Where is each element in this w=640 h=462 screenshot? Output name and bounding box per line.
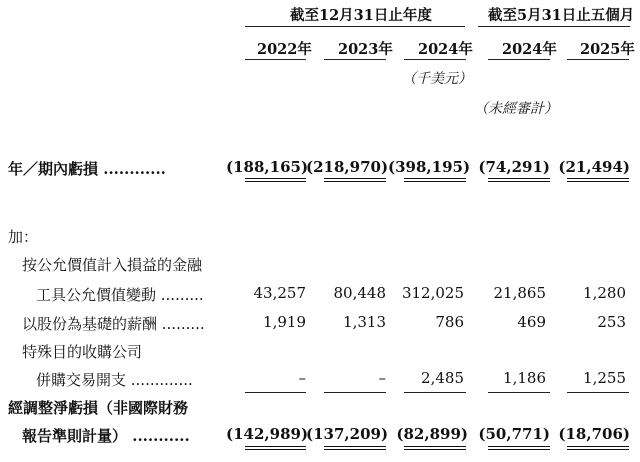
- net-loss-double-rule-2023: [324, 178, 386, 182]
- sbc-2024: 786: [435, 313, 464, 331]
- unit-label: （千美元）: [402, 71, 472, 87]
- row-label-sbc: 以股份為基礎的薪酬 .........: [22, 315, 205, 333]
- row-label-fv-line1: 按公允價值計入損益的金融: [22, 256, 203, 274]
- fv-2024-5m: 21,865: [493, 284, 546, 302]
- net-loss-double-rule-2024: [404, 178, 466, 182]
- fv-2024: 312,025: [401, 284, 464, 302]
- sbc-2025-5m: 253: [597, 313, 626, 331]
- net-loss-double-rule-2025-5m: [567, 178, 629, 182]
- adj-double-rule-2025-5m: [567, 446, 629, 450]
- year-header-2022: 2022年: [257, 41, 312, 58]
- adj-double-rule-2023: [324, 446, 386, 450]
- net-loss-2022: (188,165): [226, 158, 309, 176]
- net-loss-double-rule-2024-5m: [488, 178, 550, 182]
- net-loss-double-rule-2022: [245, 178, 306, 182]
- net-loss-2023: (218,970): [306, 158, 389, 176]
- year-header-2023: 2023年: [338, 41, 393, 58]
- year-rule-2022: [245, 59, 306, 60]
- sbc-2023: 1,313: [343, 313, 386, 331]
- row-label-fv: 工具公允價值變動 .........: [36, 286, 204, 304]
- adj-double-rule-2022: [245, 446, 306, 450]
- sbc-2024-5m: 469: [517, 313, 546, 331]
- net-loss-2024: (398,195): [388, 158, 471, 176]
- header-group-five-months-rule: [478, 26, 630, 27]
- spac-rule-2024: [404, 392, 466, 393]
- spac-2024-5m: 1,186: [503, 369, 546, 387]
- year-header-2024-5m: 2024年: [502, 41, 557, 58]
- spac-2024: 2,485: [421, 369, 464, 387]
- fv-2022: 43,257: [253, 284, 306, 302]
- fv-2025-5m: 1,280: [583, 284, 626, 302]
- header-group-year-ended-rule: [245, 26, 465, 27]
- adj-double-rule-2024: [404, 446, 466, 450]
- net-loss-2024-5m: (74,291): [478, 158, 550, 176]
- year-rule-2023: [324, 59, 386, 60]
- net-loss-2025-5m: (21,494): [558, 158, 630, 176]
- row-label-spac: 併購交易開支 .............: [36, 371, 193, 389]
- spac-rule-2025-5m: [567, 392, 629, 393]
- spac-2025-5m: 1,255: [583, 369, 626, 387]
- year-header-2024: 2024年: [418, 41, 473, 58]
- adj-2025-5m: (18,706): [558, 425, 630, 443]
- year-rule-2025-5m: [567, 59, 629, 60]
- year-header-2025-5m: 2025年: [580, 41, 635, 58]
- adj-2024-5m: (50,771): [478, 425, 550, 443]
- spac-rule-2024-5m: [488, 392, 550, 393]
- year-rule-2024-5m: [488, 59, 550, 60]
- row-label-adj: 報告準則計量） ...........: [22, 427, 190, 445]
- spac-rule-2022: [245, 392, 306, 393]
- adj-double-rule-2024-5m: [488, 446, 550, 450]
- header-group-year-ended: 截至12月31日止年度: [290, 7, 432, 24]
- row-label-net-loss: 年／期內虧損 ............: [8, 160, 166, 178]
- year-rule-2024: [404, 59, 466, 60]
- header-group-five-months: 截至5月31日止五個月: [488, 7, 635, 24]
- row-label-spac-line1: 特殊目的收購公司: [22, 343, 143, 361]
- row-label-add: 加：: [8, 228, 39, 246]
- adj-2024: (82,899): [396, 425, 468, 443]
- spac-2022: –: [298, 369, 306, 387]
- sbc-2022: 1,919: [263, 313, 306, 331]
- row-label-adj-line1: 經調整淨虧損（非國際財務: [8, 399, 189, 417]
- fv-2023: 80,448: [333, 284, 386, 302]
- adj-2022: (142,989): [226, 425, 309, 443]
- unaudited-label: （未經審計）: [474, 101, 558, 117]
- spac-rule-2023: [324, 392, 386, 393]
- adj-2023: (137,209): [306, 425, 389, 443]
- spac-2023: –: [378, 369, 386, 387]
